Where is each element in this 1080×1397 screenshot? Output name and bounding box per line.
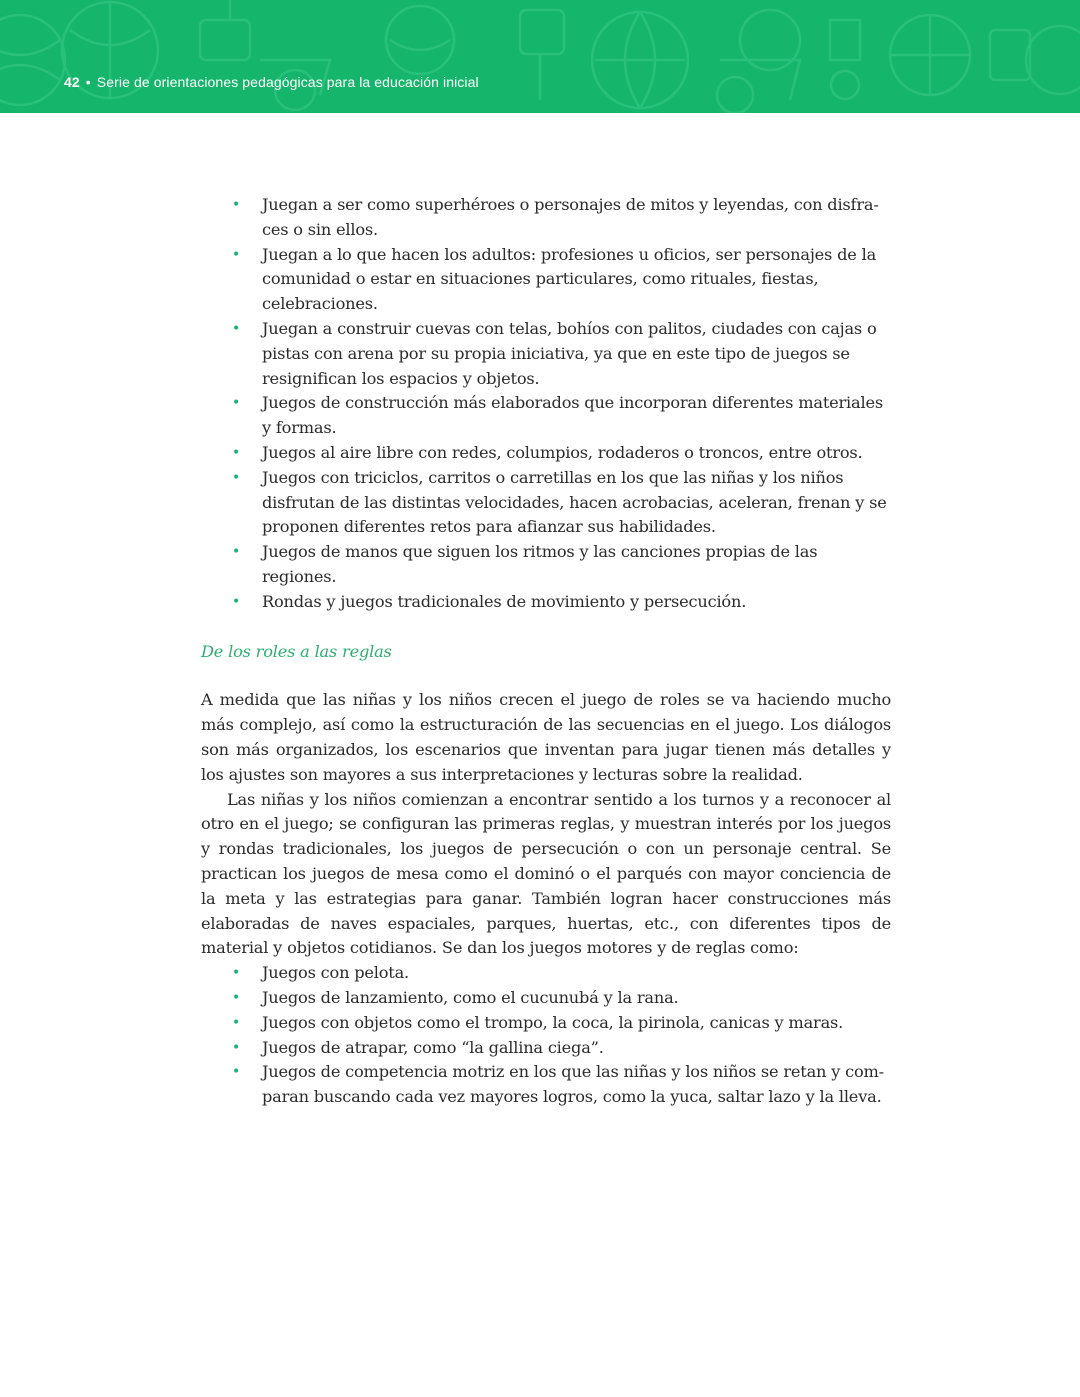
list-item: • Juegos de atrapar, como “la gallina ciega”. <box>201 1036 891 1061</box>
list-item: • Juegos de lanzamiento, como el cucunubá y la rana. <box>201 986 891 1011</box>
list-item: • Juegos con triciclos, carritos o carretillas en los que las niñas y los niños disfrutan de las distintas velocidades, hacen acrobacias, aceleran, frenan y se proponen diferentes retos para afianzar sus habilidades. <box>201 466 891 540</box>
paragraph: Las niñas y los niños comienzan a encontrar sentido a los turnos y a reconocer al otro en el juego; se configuran las primeras reglas, y muestran interés por los juegos y rondas tradicionales, los juegos de persecución o con un personaje central. Se practican los juegos de mesa como el dominó o el parqués con mayor conciencia de la meta y las estrategias para ganar. También logran hacer construcciones más elaboradas de naves espaciales, parques, huertas, etc., con diferentes tipos de material y objetos cotidianos. Se dan los juegos motores y de reglas como: <box>201 789 891 958</box>
list-item: • Juegos con pelota. <box>201 961 891 986</box>
page-content <box>201 193 891 1110</box>
page-number: 42 <box>64 74 80 90</box>
paragraph: A medida que las niñas y los niños crecen el juego de roles se va haciendo mucho más complejo, así como la estructuración de las secuencias en el juego. Los diálogos son más organizados, los escenarios que inventan para jugar tienen más detalles y los ajustes son mayores a sus interpretaciones y lecturas sobre la realidad. <box>201 690 891 784</box>
list-item: • Juegan a construir cuevas con telas, bohíos con palitos, ciudades con cajas o pistas con arena por su propia iniciativa, ya que en este tipo de juegos se resignifican los espacios y objetos. <box>201 317 891 391</box>
list-item: • Juegos al aire libre con redes, columpios, rodaderos o troncos, entre otros. <box>201 441 891 466</box>
running-header <box>64 74 479 90</box>
list-item: • Juegos con objetos como el trompo, la coca, la pirinola, canicas y maras. <box>201 1011 891 1036</box>
list-item: • Juegan a ser como superhéroes o personajes de mitos y leyendas, con disfraces o sin ellos. <box>201 193 891 243</box>
header-band <box>0 0 1080 113</box>
list-item: • Juegos de manos que siguen los ritmos y las canciones propias de las regiones. <box>201 540 891 590</box>
list-item: • Rondas y juegos tradicionales de movimiento y persecución. <box>201 590 891 615</box>
series-title: Serie de orientaciones pedagógicas para la educación inicial <box>96 74 479 90</box>
list-item: • Juegos de competencia motriz en los que las niñas y los niños se retan y comparan buscando cada vez mayores logros, como la yuca, saltar lazo y la lleva. <box>201 1060 891 1110</box>
bullet-list-games <box>201 961 891 1110</box>
section-heading: De los roles a las reglas <box>201 641 392 661</box>
toy-pattern-decoration <box>0 0 1080 113</box>
list-item: • Juegan a lo que hacen los adultos: profesiones u oficios, ser personajes de la comunidad o estar en situaciones particulares, como rituales, fiestas, celebraciones. <box>201 243 891 317</box>
list-item: • Juegos de construcción más elaborados que incorporan diferentes materiales y formas. <box>201 391 891 441</box>
header-separator: • <box>85 74 91 90</box>
bullet-list-activities <box>201 193 891 615</box>
